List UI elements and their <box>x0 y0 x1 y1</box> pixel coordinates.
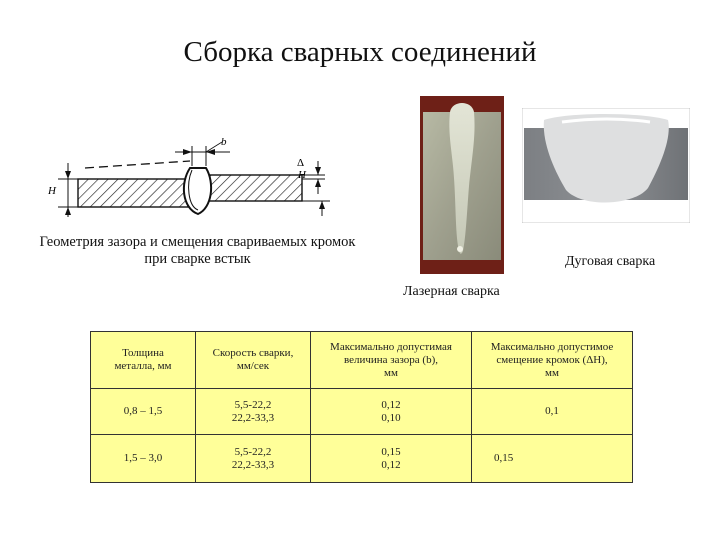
table-row <box>91 435 633 483</box>
header-speed-line1: Скорость сварки, <box>212 347 294 359</box>
arc-weld-caption: Дуговая сварка <box>565 254 656 269</box>
header-gap-line2: величина зазора (b), <box>343 353 439 366</box>
cell-thickness: 1,5 – 3,0 <box>91 435 196 483</box>
right-plate <box>208 175 302 201</box>
cell-gap <box>311 389 472 435</box>
cell-gap-line1: 0,15 <box>381 445 401 458</box>
geometry-caption-line1: Геометрия зазора и смещения свариваемых кромок <box>39 234 356 250</box>
weld-bead <box>184 168 211 214</box>
cell-speed-line2: 22,2-33,3 <box>231 411 275 424</box>
reference-dash-line <box>85 161 190 168</box>
thickness-h-label: H <box>48 185 56 197</box>
gap-arrow-right <box>206 149 215 155</box>
offset-delta-label: Δ <box>297 157 305 169</box>
cell-gap-line2: 0,12 <box>381 458 401 471</box>
laser-weld-caption: Лазерная сварка <box>403 284 500 299</box>
cell-speed <box>196 435 311 483</box>
header-offset-line1: Максимально допустимое <box>490 340 614 353</box>
cell-thickness: 0,8 – 1,5 <box>91 389 196 435</box>
header-gap <box>311 332 472 389</box>
header-offset-line3: мм <box>545 366 559 379</box>
cell-gap-line2: 0,10 <box>381 411 401 424</box>
geometry-caption <box>20 234 375 268</box>
header-offset-line2: смещение кромок (ΔH), <box>496 353 608 366</box>
header-thickness-line2: металла, мм <box>114 360 172 372</box>
joint-geometry-diagram <box>40 128 340 228</box>
cell-speed <box>196 389 311 435</box>
welding-parameters-table <box>90 331 633 483</box>
cell-gap <box>311 435 472 483</box>
slide-title: Сборка сварных соединений <box>183 36 537 68</box>
header-speed-line2: мм/сек <box>236 360 270 372</box>
offset-arrow-top <box>315 167 321 175</box>
arc-weld-photo <box>522 108 690 223</box>
cell-offset: 0,1 <box>472 389 633 435</box>
laser-weld-root <box>457 246 463 252</box>
table-row <box>91 389 633 435</box>
laser-weld-photo <box>420 96 504 274</box>
cell-gap-line1: 0,12 <box>381 398 401 411</box>
gap-arrow-left <box>183 149 192 155</box>
plate-bottom-arrow <box>319 201 325 209</box>
cell-speed-line2: 22,2-33,3 <box>231 458 275 471</box>
header-gap-line1: Максимально допустимая <box>330 340 452 353</box>
gap-label: b <box>221 136 227 148</box>
header-thickness-line1: Толщина <box>122 347 164 359</box>
geometry-caption-line2: при сварке встык <box>144 251 251 267</box>
cell-speed-line1: 5,5-22,2 <box>234 398 272 411</box>
thickness-arrow-bottom <box>65 207 71 215</box>
table-header-row <box>91 332 633 389</box>
header-thickness <box>91 332 196 389</box>
offset-arrow-bottom <box>315 179 321 187</box>
cell-speed-line1: 5,5-22,2 <box>234 445 272 458</box>
offset-h-label: H <box>298 169 306 181</box>
header-speed <box>196 332 311 389</box>
left-plate <box>78 179 188 207</box>
header-offset <box>472 332 633 389</box>
header-gap-line3: мм <box>384 366 398 379</box>
cell-offset: 0,15 <box>472 435 633 483</box>
thickness-arrow-top <box>65 171 71 179</box>
